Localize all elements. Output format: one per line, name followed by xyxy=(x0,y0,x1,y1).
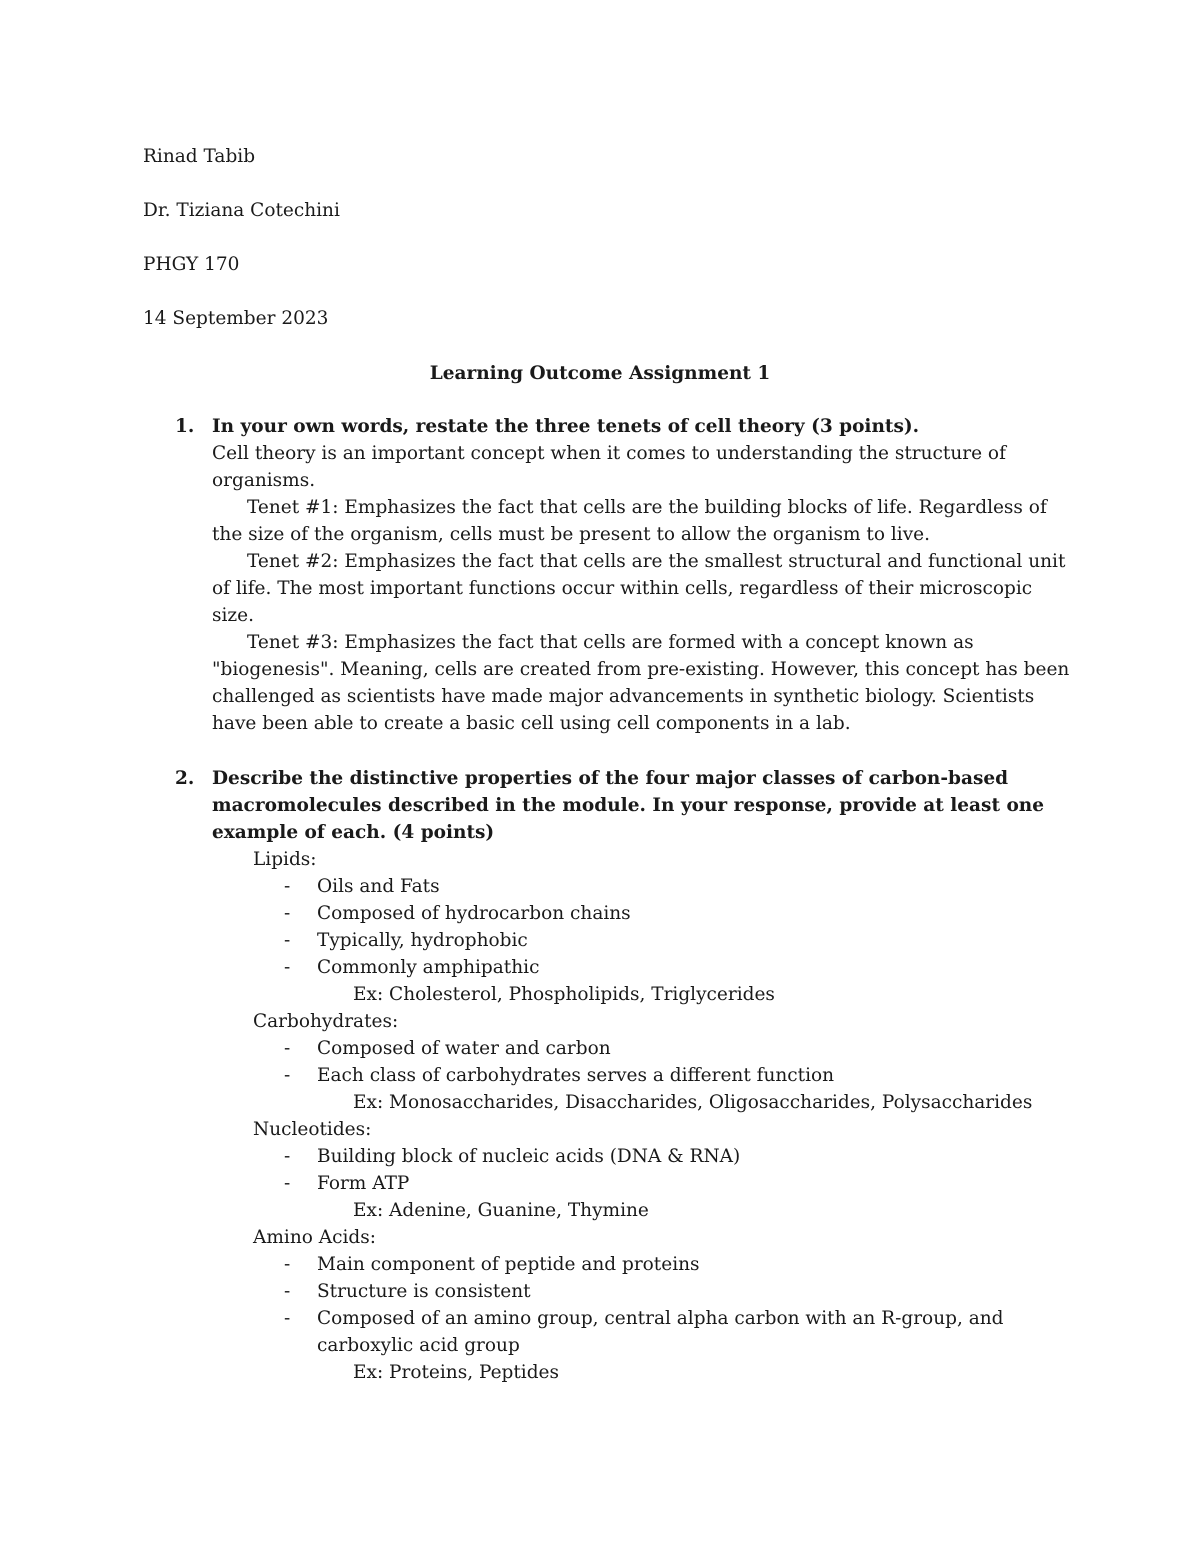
list-item: - Commonly amphipathic xyxy=(317,954,1073,981)
category-amino-acids: Amino Acids: xyxy=(253,1227,376,1248)
dash-bullet: - xyxy=(284,1281,291,1302)
list-item: - Structure is consistent xyxy=(317,1278,1073,1305)
list-item: - Oils and Fats xyxy=(317,873,1073,900)
dash-bullet: - xyxy=(284,1308,291,1329)
dash-bullet: - xyxy=(284,930,291,951)
tenet-1: Tenet #1: Emphasizes the fact that cells are the building blocks of life. Regardless of the size of the organism, cells must be present to allow the organism to live. xyxy=(212,497,1047,545)
question-prompt: In your own words, restate the three tenets of cell theory (3 points). xyxy=(212,416,920,437)
instructor-name: Dr. Tiziana Cotechini xyxy=(143,200,340,221)
tenet-3: Tenet #3: Emphasizes the fact that cells are formed with a concept known as "biogenesis". Meaning, cells are created from pre-existing. However, this concept has been challenged as scientists have made major advancements in synthetic biology. Scientists have been able to create a basic cell using cell components in a lab. xyxy=(212,632,1070,734)
dash-bullet: - xyxy=(284,1038,291,1059)
category-nucleotides: Nucleotides: xyxy=(253,1119,372,1140)
dash-bullet: - xyxy=(284,876,291,897)
list-item: - Each class of carbohydrates serves a different function xyxy=(317,1062,1073,1089)
dash-bullet: - xyxy=(284,903,291,924)
category-lipids: Lipids: xyxy=(253,849,317,870)
page-title: Learning Outcome Assignment 1 xyxy=(429,363,771,384)
dash-bullet: - xyxy=(284,1173,291,1194)
example-line: Ex: Cholesterol, Phospholipids, Triglycerides xyxy=(353,984,775,1005)
tenet-2: Tenet #2: Emphasizes the fact that cells are the smallest structural and functional unit of life. The most important functions occur within cells, regardless of their microscopic size. xyxy=(212,551,1066,626)
list-item: - Building block of nucleic acids (DNA & RNA) xyxy=(317,1143,1073,1170)
date: 14 September 2023 xyxy=(143,308,329,329)
dash-bullet: - xyxy=(284,1254,291,1275)
answer-intro: Cell theory is an important concept when it comes to understanding the structure of organisms. xyxy=(212,443,1006,491)
question-prompt: Describe the distinctive properties of the four major classes of carbon-based macromolecules described in the module. In your response, provide at least one example of each. (4 points) xyxy=(212,768,1045,843)
example-line: Ex: Adenine, Guanine, Thymine xyxy=(353,1200,649,1221)
list-item: - Typically, hydrophobic xyxy=(317,927,1073,954)
student-name: Rinad Tabib xyxy=(143,146,256,167)
dash-bullet: - xyxy=(284,1146,291,1167)
list-item: - Composed of water and carbon xyxy=(317,1035,1073,1062)
category-carbohydrates: Carbohydrates: xyxy=(253,1011,399,1032)
dash-bullet: - xyxy=(284,1065,291,1086)
question-2 xyxy=(143,765,1073,1386)
list-item: - Composed of an amino group, central alpha carbon with an R-group, and carboxylic acid group xyxy=(317,1305,1073,1359)
question-number: 1. xyxy=(175,416,195,437)
list-item: - Main component of peptide and proteins xyxy=(317,1251,1073,1278)
list-item: - Form ATP xyxy=(317,1170,1073,1197)
list-item: - Composed of hydrocarbon chains xyxy=(317,900,1073,927)
question-number: 2. xyxy=(175,768,195,789)
question-1 xyxy=(143,413,1073,737)
course-code: PHGY 170 xyxy=(143,254,240,275)
example-line: Ex: Proteins, Peptides xyxy=(353,1362,559,1383)
example-line: Ex: Monosaccharides, Disaccharides, Oligosaccharides, Polysaccharides xyxy=(353,1092,1033,1113)
dash-bullet: - xyxy=(284,957,291,978)
